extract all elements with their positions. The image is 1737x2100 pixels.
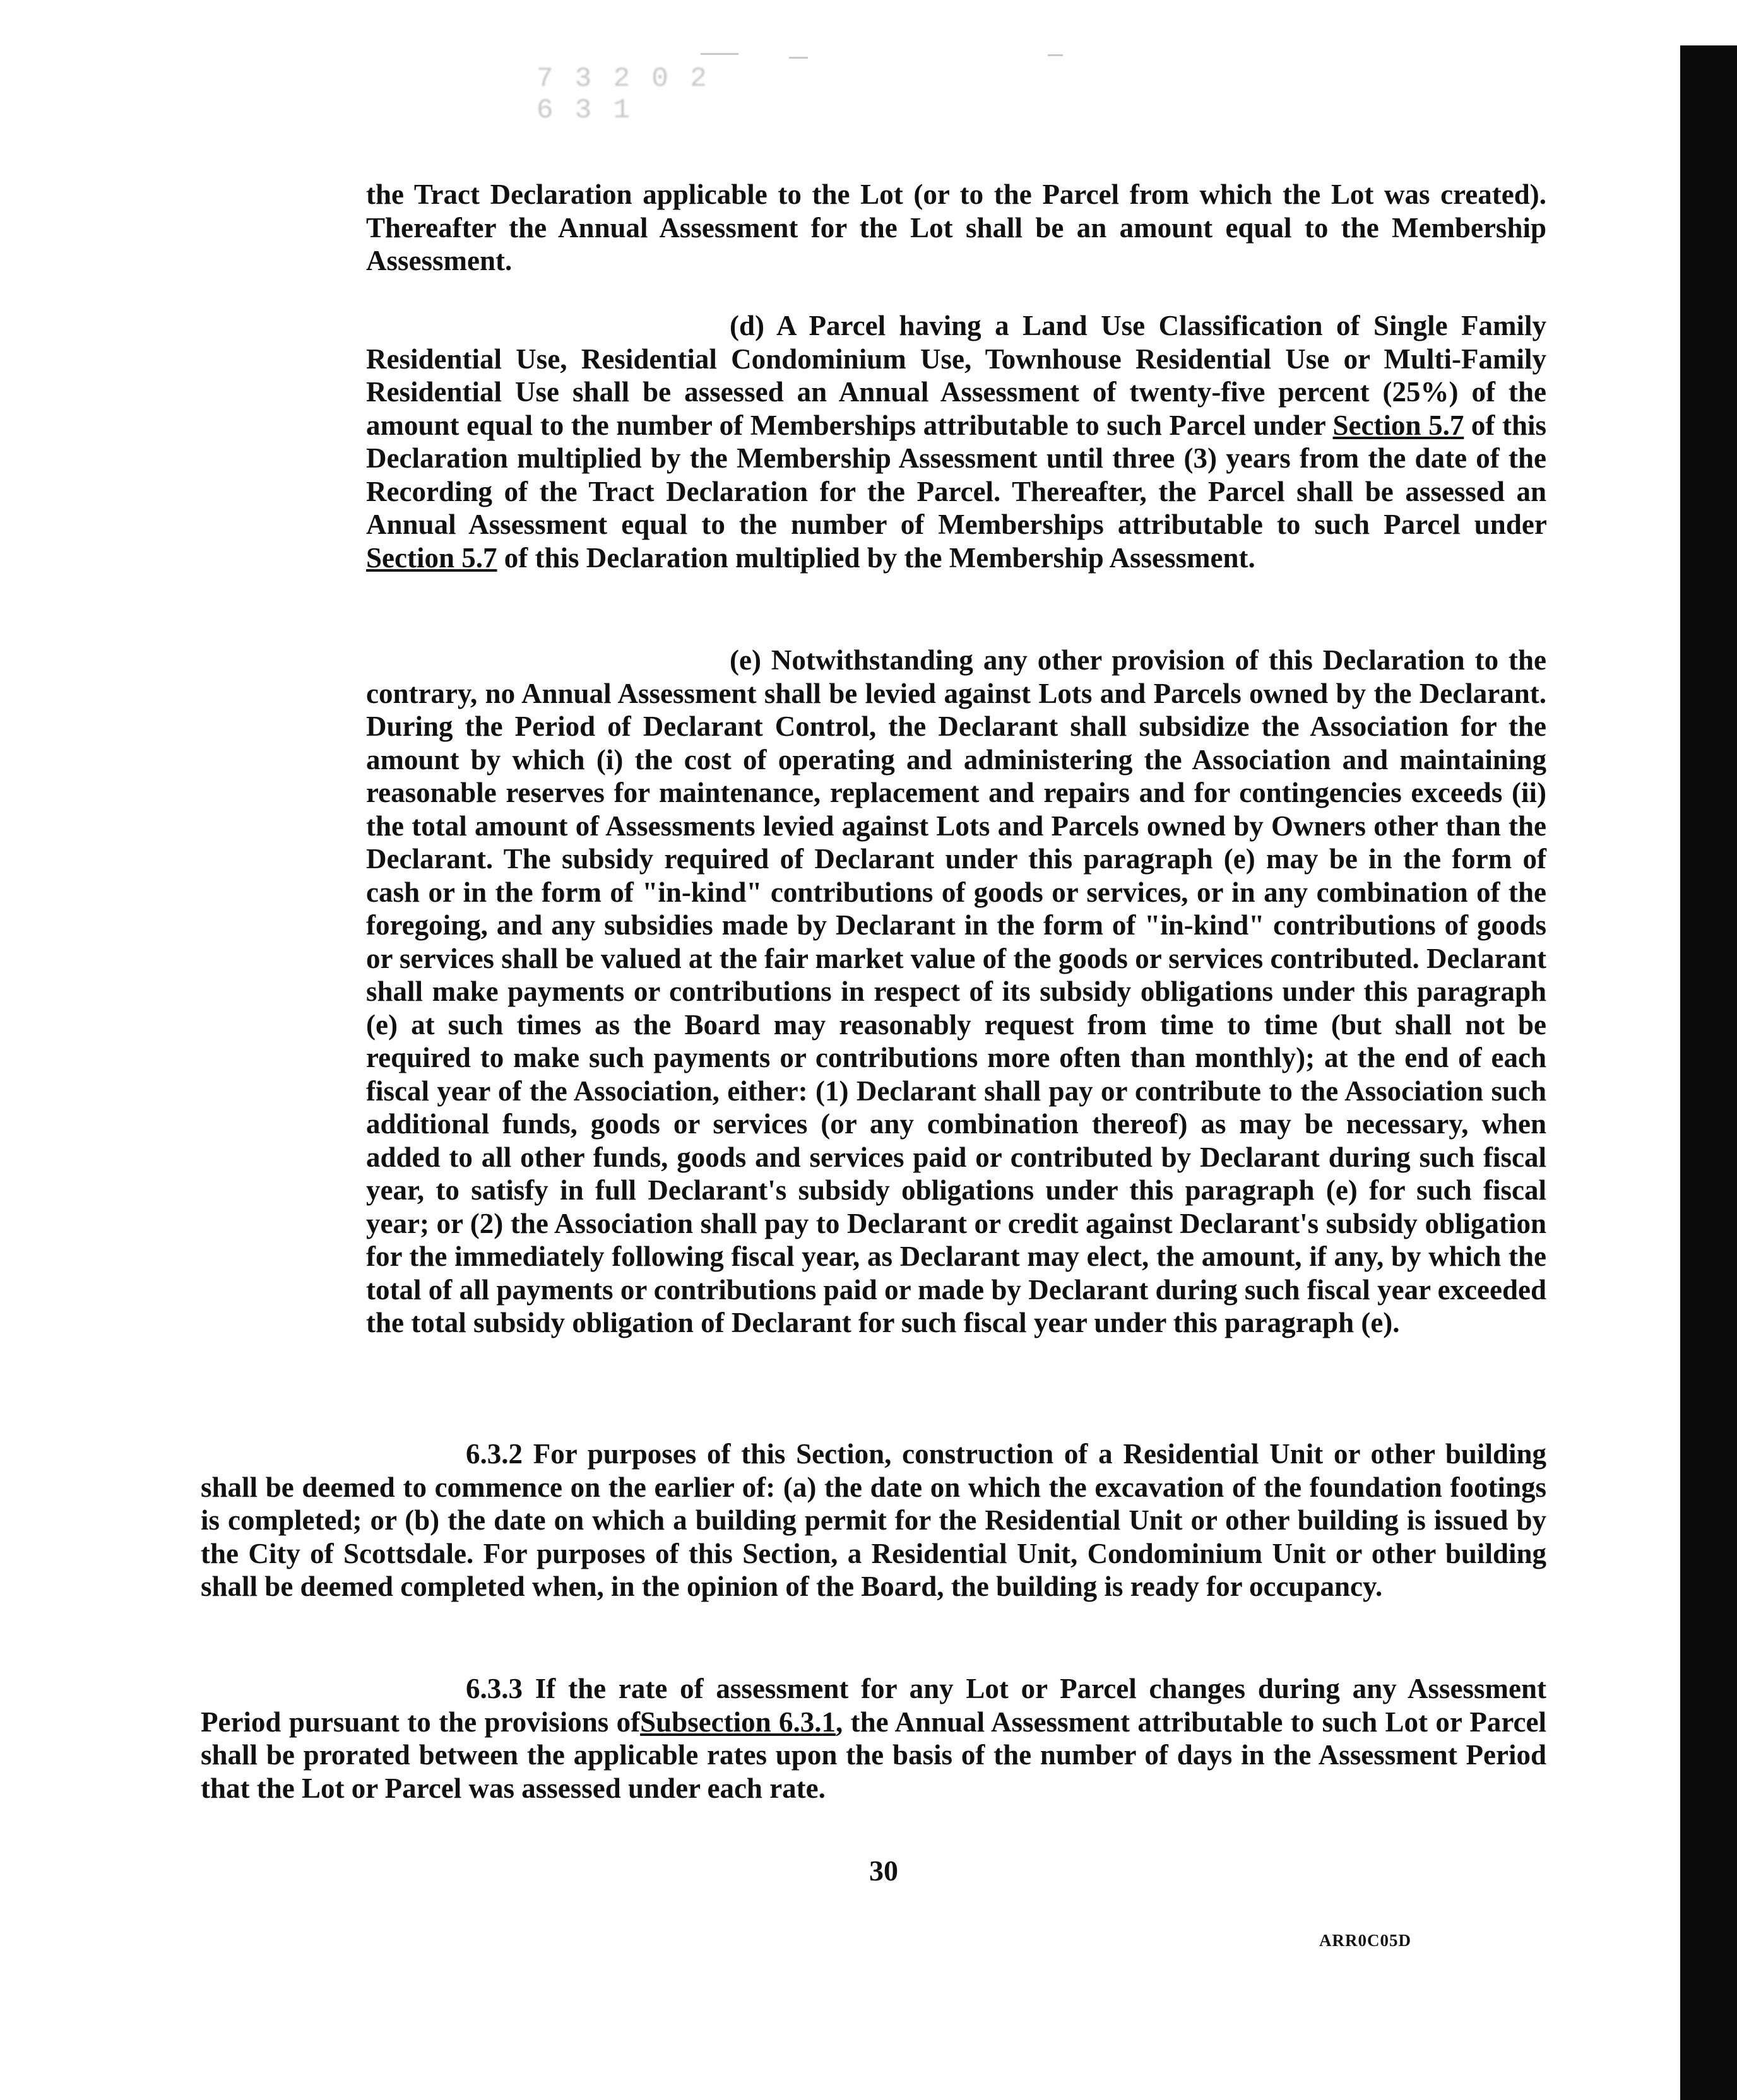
paragraph-text: For purposes of this Section, construction of a Residential Unit or other building shall be deemed to commence on the earlier of: (a) the date on which the excavation of the foundation footings is completed; or (b) the date on which a building permit for the Residential Unit or other building is issued by the City of Scottsdale. For purposes of this Section, a Residential Unit, Condominium Unit or other building shall be deemed completed when, in the opinion of the Board, the building is ready for occupancy. — [201, 1438, 1546, 1602]
section-reference-link: Subsection 6.3.1 — [640, 1706, 836, 1738]
page-number: 30 — [869, 1855, 898, 1887]
section-6-3-2 — [201, 1437, 1546, 1603]
paragraph-e — [366, 644, 1546, 1340]
scan-stamp-mark: 7 3 2 0 2 6 3 1 — [537, 63, 709, 126]
scan-speck — [789, 57, 808, 59]
scan-speck — [1048, 54, 1063, 56]
paragraph-label: (d) — [730, 310, 764, 341]
scan-speck — [701, 53, 738, 55]
section-number: 6.3.2 — [466, 1438, 523, 1470]
section-number: 6.3.3 — [466, 1673, 523, 1704]
scan-edge-bar — [1680, 45, 1737, 2100]
paragraph-text: If the rate of assessment for any Lot or Parcel changes during any Assessment Period pursuant to the provisions of — [201, 1673, 1546, 1738]
document-code: ARR0C05D — [1319, 1931, 1411, 1950]
paragraph-text: , the Annual Assessment attributable to such Lot or Parcel shall be prorated between the applicable rates upon the basis of the number of days in the Assessment Period that the Lot or Parcel was assessed under each rate. — [201, 1706, 1547, 1804]
paragraph-text: the Tract Declaration applicable to the Lot (or to the Parcel from which the Lot was created). Thereafter the Annual Assessment for the Lot shall be an amount equal to the Membership Assessment. — [366, 179, 1546, 276]
paragraph-text: of this Declaration multiplied by the Membership Assessment. — [504, 541, 1255, 574]
paragraph-text: of this Declaration multiplied by the Membership Assessment until three (3) years from the date of the Recording of the Tract Declaration for the Parcel. Thereafter, the Parcel shall be assessed an Annual Assessment equal to the number of Memberships attributable to such Parcel under — [366, 409, 1547, 540]
paragraph-d — [366, 309, 1546, 574]
paragraph-label: (e) — [730, 644, 761, 676]
paragraph-continuation — [366, 178, 1546, 278]
paragraph-text: Notwithstanding any other provision of this Declaration to the contrary, no Annual Assessment shall be levied against Lots and Parcels owned by the Declarant. During the Period of Declarant Control, the Declarant shall subsidize the Association for the amount by which (i) the cost of operating and administering the Association and maintaining reasonable reserves for maintenance, replacement and repairs and for contingencies exceeds (ii) the total amount of Assessments levied against Lots and Parcels owned by Owners other than the Declarant. The subsidy required of Declarant under this paragraph (e) may be in the form of cash or in the form of "in-kind" contributions of goods or services, or in any combination of the foregoing, and any subsidies made by Declarant in the form of "in-kind" contributions of goods or services shall be valued at the fair market value of the goods or services contributed. Declarant shall make payments or contributions in respect of its subsidy obligations under this paragraph (e) at such times as the Board may reasonably request from time to time (but shall not be required to make such payments or contributions more often than monthly); at the end of each fiscal year of the Association, either: (1) Declarant shall pay or contribute to the Association such additional funds, goods or services (or any combination thereof) as may be necessary, when added to all other funds, goods and services paid or contributed by Declarant during such fiscal year, to satisfy in full Declarant's subsidy obligations under this paragraph (e) for such fiscal year; or (2) the Association shall pay to Declarant or credit against Declarant's subsidy obligation for the immediately following fiscal year, as Declarant may elect, the amount, if any, by which the total of all payments or contributions paid or made by Declarant during such fiscal year exceeded the total subsidy obligation of Declarant for such fiscal year under this paragraph (e). — [366, 644, 1546, 1338]
section-reference-link: Section 5.7 — [1332, 409, 1464, 441]
section-6-3-3 — [201, 1672, 1546, 1805]
paragraph-text: A Parcel having a Land Use Classification of Single Family Residential Use, Residential Condominium Use, Townhouse Residential Use or Multi-Family Residential Use shall be assessed an Annual Assessment of twenty-five percent (25%) of the amount equal to the number of Memberships attributable to such Parcel under — [366, 310, 1546, 441]
section-reference-link: Section 5.7 — [366, 541, 497, 574]
